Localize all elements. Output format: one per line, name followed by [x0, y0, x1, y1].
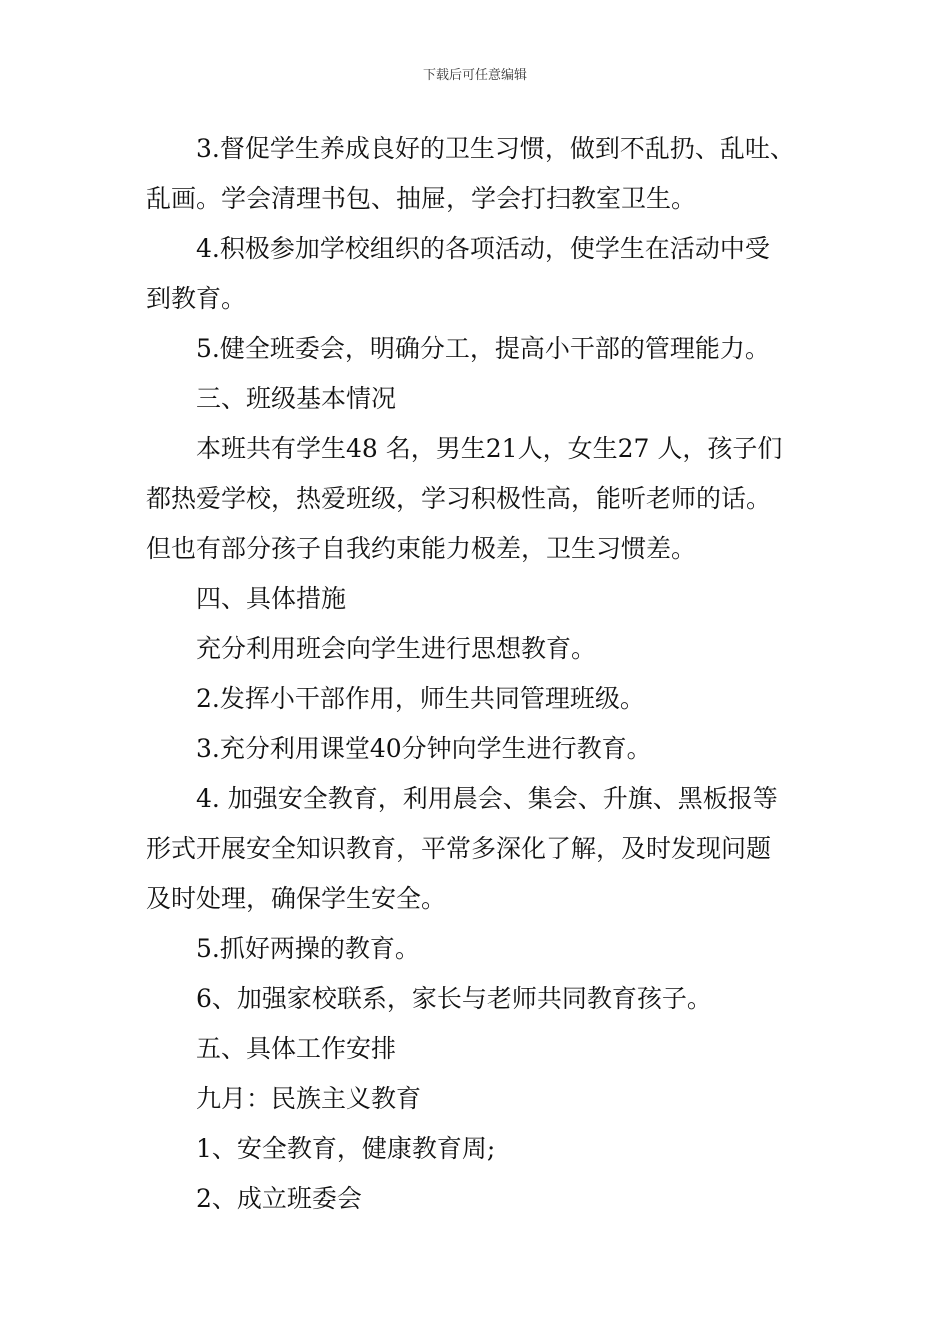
section-heading: 四、具体措施: [196, 584, 347, 613]
text-line: 都热爱学校，热爱班级，学习积极性高，能听老师的话。: [146, 484, 772, 513]
text-line: 5.健全班委会，明确分工，提高小干部的管理能力。: [196, 334, 770, 363]
text-line: 到教育。: [146, 284, 247, 313]
text-line: 充分利用班会向学生进行思想教育。: [196, 634, 597, 663]
document-body: [146, 124, 830, 1224]
section-heading: 三、班级基本情况: [196, 384, 397, 413]
text-line: 2、成立班委会: [196, 1184, 362, 1213]
text-line: 4.积极参加学校组织的各项活动，使学生在活动中受: [196, 234, 770, 263]
text-line: 3.督促学生养成良好的卫生习惯，做到不乱扔、乱吐、: [196, 134, 795, 163]
text-line: 本班共有学生48 名，男生21人，女生27 人，孩子们: [196, 434, 783, 463]
text-line: 及时处理，确保学生安全。: [146, 884, 447, 913]
text-line: 6、加强家校联系，家长与老师共同教育孩子。: [196, 984, 712, 1013]
page-header: 下载后可任意编辑: [422, 68, 527, 83]
text-line: 1、安全教育，健康教育周;: [196, 1134, 496, 1163]
text-line: 3.充分利用课堂40分钟向学生进行教育。: [196, 734, 652, 763]
text-line: 九月：民族主义教育: [196, 1084, 422, 1113]
text-line: 5.抓好两操的教育。: [196, 934, 420, 963]
section-heading: 五、具体工作安排: [196, 1034, 397, 1063]
text-line: 4. 加强安全教育，利用晨会、集会、升旗、黑板报等: [196, 784, 778, 813]
text-line: 乱画。学会清理书包、抽屉，学会打扫教室卫生。: [146, 184, 697, 213]
text-line: 但也有部分孩子自我约束能力极差，卫生习惯差。: [146, 534, 697, 563]
text-line: 形式开展安全知识教育，平常多深化了解，及时发现问题: [146, 834, 772, 863]
text-line: 2.发挥小干部作用，师生共同管理班级。: [196, 684, 645, 713]
